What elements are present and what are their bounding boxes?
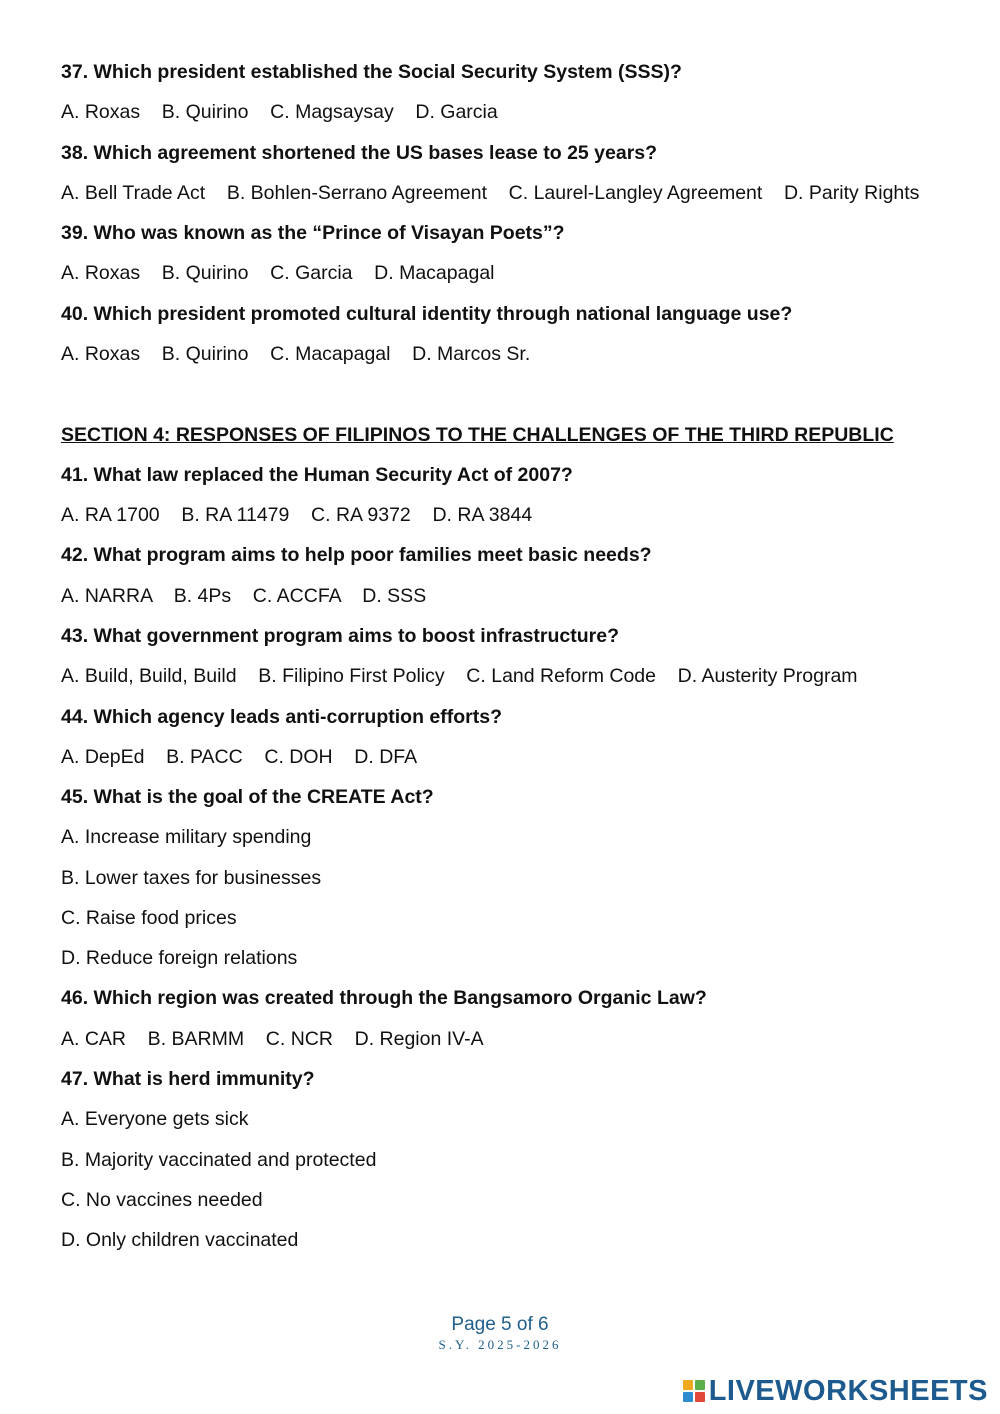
logo-square-1 (683, 1380, 693, 1390)
worksheet-line: 40. Which president promoted cultural identity through national language use? (61, 303, 793, 325)
worksheet-line: A. CAR B. BARMM C. NCR D. Region IV-A (61, 1028, 484, 1050)
worksheet-line: A. NARRA B. 4Ps C. ACCFA D. SSS (61, 585, 427, 607)
worksheet-line: A. Everyone gets sick (61, 1108, 249, 1130)
logo-square-3 (683, 1392, 693, 1402)
worksheet-line: 42. What program aims to help poor families meet basic needs? (61, 544, 652, 566)
worksheet-line: 47. What is herd immunity? (61, 1068, 315, 1090)
worksheet-line: 41. What law replaced the Human Security Act of 2007? (61, 464, 573, 486)
worksheet-line: A. Build, Build, Build B. Filipino First Policy C. Land Reform Code D. Austerity Program (61, 665, 858, 687)
liveworksheets-logo-icon (683, 1380, 705, 1402)
worksheet-line: A. Roxas B. Quirino C. Macapagal D. Marcos Sr. (61, 343, 531, 365)
worksheet-line: A. Roxas B. Quirino C. Magsaysay D. Garcia (61, 101, 498, 123)
worksheet-line: A. Bell Trade Act B. Bohlen-Serrano Agreement C. Laurel-Langley Agreement D. Parity Rights (61, 182, 920, 204)
worksheet-line: D. Only children vaccinated (61, 1229, 299, 1251)
worksheet-line: 37. Which president established the Social Security System (SSS)? (61, 61, 682, 83)
worksheet-line: 39. Who was known as the “Prince of Visayan Poets”? (61, 222, 565, 244)
worksheet-line: 44. Which agency leads anti-corruption efforts? (61, 706, 502, 728)
logo-square-2 (695, 1380, 705, 1390)
liveworksheets-logo[interactable] (683, 1374, 988, 1408)
logo-square-4 (695, 1392, 705, 1402)
school-year: S.Y. 2025-2026 (438, 1337, 562, 1352)
worksheet-line: C. No vaccines needed (61, 1189, 263, 1211)
worksheet-line: C. Raise food prices (61, 907, 237, 929)
worksheet-line: D. Reduce foreign relations (61, 947, 298, 969)
worksheet-line: A. Increase military spending (61, 826, 312, 848)
page-number: Page 5 of 6 (451, 1314, 549, 1335)
worksheet-line: 46. Which region was created through the Bangsamoro Organic Law? (61, 987, 707, 1009)
worksheet-line: B. Lower taxes for businesses (61, 867, 322, 889)
worksheet-line: 45. What is the goal of the CREATE Act? (61, 786, 434, 808)
worksheet-line: B. Majority vaccinated and protected (61, 1149, 377, 1171)
worksheet-line: A. DepEd B. PACC C. DOH D. DFA (61, 746, 418, 768)
worksheet-line: A. Roxas B. Quirino C. Garcia D. Macapagal (61, 262, 495, 284)
worksheet-line: A. RA 1700 B. RA 11479 C. RA 9372 D. RA 3844 (61, 504, 533, 526)
worksheet-line: 43. What government program aims to boost infrastructure? (61, 625, 619, 647)
worksheet-line: 38. Which agreement shortened the US bases lease to 25 years? (61, 142, 658, 164)
brand-name: LIVEWORKSHEETS (708, 1374, 988, 1407)
section-heading: SECTION 4: RESPONSES OF FILIPINOS TO THE CHALLENGES OF THE THIRD REPUBLIC (61, 424, 894, 446)
